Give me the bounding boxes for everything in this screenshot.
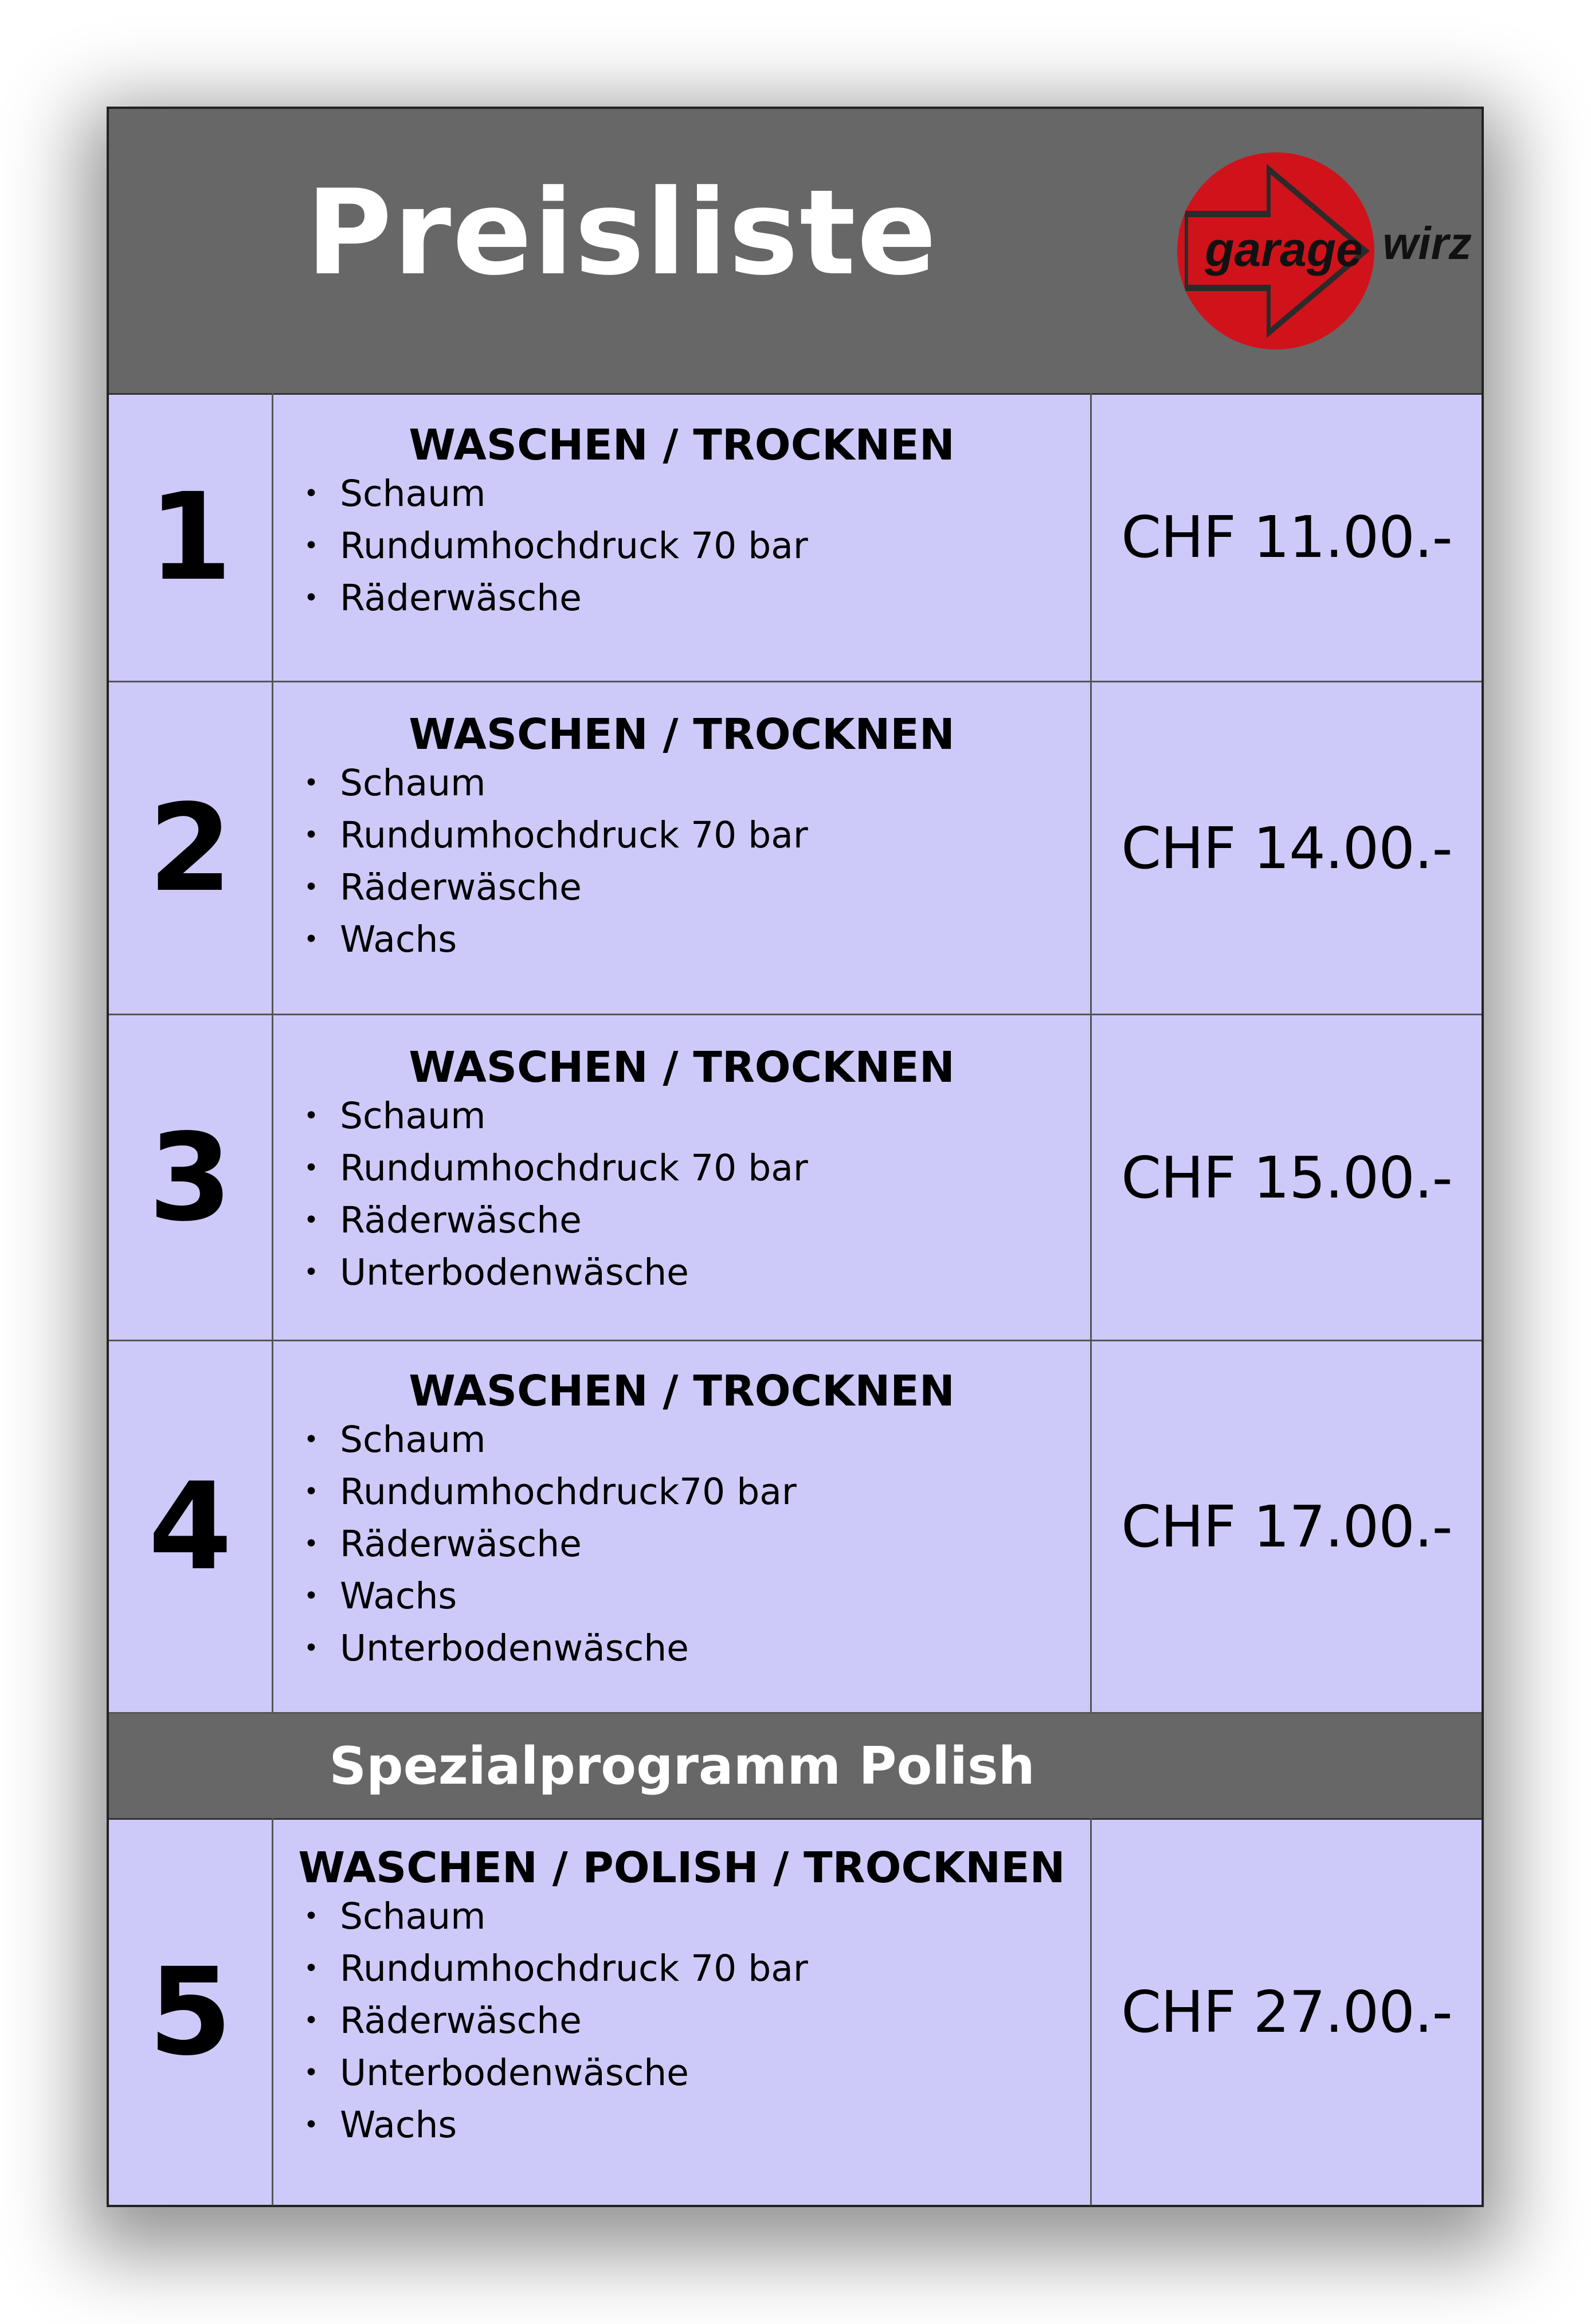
program-description bbox=[273, 1818, 1092, 2205]
bullet-icon: • bbox=[304, 2110, 319, 2140]
price-row-1 bbox=[109, 393, 1482, 682]
list-item: • Schaum bbox=[273, 757, 1090, 809]
feature-list bbox=[273, 468, 1090, 624]
bullet-icon: • bbox=[304, 768, 319, 798]
bullet-icon: • bbox=[304, 2006, 319, 2035]
list-item: • Räderwäsche bbox=[273, 572, 1090, 624]
bullet-icon: • bbox=[304, 1258, 319, 1287]
program-description bbox=[273, 1341, 1092, 1712]
bullet-icon: • bbox=[304, 873, 319, 902]
bullet-icon: • bbox=[304, 1954, 319, 1983]
logo-text-left: garage bbox=[1205, 222, 1363, 276]
program-title: WASCHEN / TROCKNEN bbox=[409, 1043, 955, 1092]
feature-list bbox=[273, 1090, 1090, 1298]
list-item: • Rundumhochdruck70 bar bbox=[273, 1466, 1090, 1518]
program-title: WASCHEN / TROCKNEN bbox=[409, 1367, 955, 1416]
bullet-icon: • bbox=[304, 1581, 319, 1611]
feature-list bbox=[273, 1890, 1090, 2151]
program-price: CHF 17.00.- bbox=[1121, 1493, 1452, 1560]
feature-list bbox=[273, 1414, 1090, 1674]
header-bar bbox=[109, 109, 1482, 395]
bullet-icon: • bbox=[304, 1101, 319, 1130]
bullet-icon: • bbox=[304, 479, 319, 508]
program-number: 4 bbox=[109, 1341, 273, 1712]
list-item: • Rundumhochdruck 70 bar bbox=[273, 1942, 1090, 1995]
program-title: WASCHEN / TROCKNEN bbox=[409, 421, 955, 470]
price-list-sheet bbox=[107, 107, 1484, 2207]
bullet-icon: • bbox=[304, 2058, 319, 2087]
bullet-icon: • bbox=[304, 1425, 319, 1454]
logo-text-right: wirz bbox=[1382, 218, 1472, 269]
bullet-icon: • bbox=[304, 1634, 319, 1663]
bullet-icon: • bbox=[304, 531, 319, 560]
list-item: • Schaum bbox=[273, 1414, 1090, 1466]
program-title: WASCHEN / TROCKNEN bbox=[409, 710, 955, 759]
program-price: CHF 15.00.- bbox=[1121, 1144, 1452, 1211]
program-price: CHF 27.00.- bbox=[1121, 1978, 1452, 2046]
program-description bbox=[273, 393, 1092, 681]
program-description bbox=[273, 1015, 1092, 1340]
program-price: CHF 14.00.- bbox=[1121, 814, 1452, 882]
bullet-icon: • bbox=[304, 583, 319, 613]
list-item: • Wachs bbox=[273, 1570, 1090, 1622]
feature-list bbox=[273, 757, 1090, 965]
list-item: • Unterbodenwäsche bbox=[273, 1246, 1090, 1298]
program-number: 3 bbox=[109, 1015, 273, 1340]
price-row-5 bbox=[109, 1818, 1482, 2205]
list-item: • Rundumhochdruck 70 bar bbox=[273, 809, 1090, 861]
list-item: • Wachs bbox=[273, 913, 1090, 965]
list-item: • Räderwäsche bbox=[273, 861, 1090, 913]
bullet-icon: • bbox=[304, 1902, 319, 1931]
list-item: • Rundumhochdruck 70 bar bbox=[273, 520, 1090, 572]
bullet-icon: • bbox=[304, 1153, 319, 1183]
program-number: 5 bbox=[109, 1818, 273, 2205]
list-item: • Schaum bbox=[273, 1090, 1090, 1142]
program-number: 2 bbox=[109, 682, 273, 1014]
list-item: • Unterbodenwäsche bbox=[273, 2047, 1090, 2099]
list-item: • Räderwäsche bbox=[273, 1518, 1090, 1570]
bullet-icon: • bbox=[304, 821, 319, 850]
garage-wirz-logo bbox=[1175, 141, 1473, 364]
list-item: • Wachs bbox=[273, 2099, 1090, 2151]
program-price: CHF 11.00.- bbox=[1121, 503, 1452, 571]
special-program-label: Spezialprogramm Polish bbox=[329, 1736, 1035, 1796]
program-title: WASCHEN / POLISH / TROCKNEN bbox=[298, 1843, 1065, 1893]
list-item: • Rundumhochdruck 70 bar bbox=[273, 1142, 1090, 1194]
bullet-icon: • bbox=[304, 1529, 319, 1559]
list-item: • Schaum bbox=[273, 468, 1090, 520]
price-row-2 bbox=[109, 682, 1482, 1015]
list-item: • Räderwäsche bbox=[273, 1194, 1090, 1246]
list-item: • Räderwäsche bbox=[273, 1995, 1090, 2047]
bullet-icon: • bbox=[304, 925, 319, 954]
list-item: • Schaum bbox=[273, 1890, 1090, 1942]
bullet-icon: • bbox=[304, 1206, 319, 1235]
list-item: • Unterbodenwäsche bbox=[273, 1622, 1090, 1674]
page-title: Preisliste bbox=[305, 165, 938, 301]
price-row-3 bbox=[109, 1015, 1482, 1341]
program-description bbox=[273, 682, 1092, 1014]
price-row-4 bbox=[109, 1341, 1482, 1714]
special-program-bar bbox=[109, 1714, 1482, 1820]
program-number: 1 bbox=[109, 393, 273, 681]
bullet-icon: • bbox=[304, 1477, 319, 1506]
